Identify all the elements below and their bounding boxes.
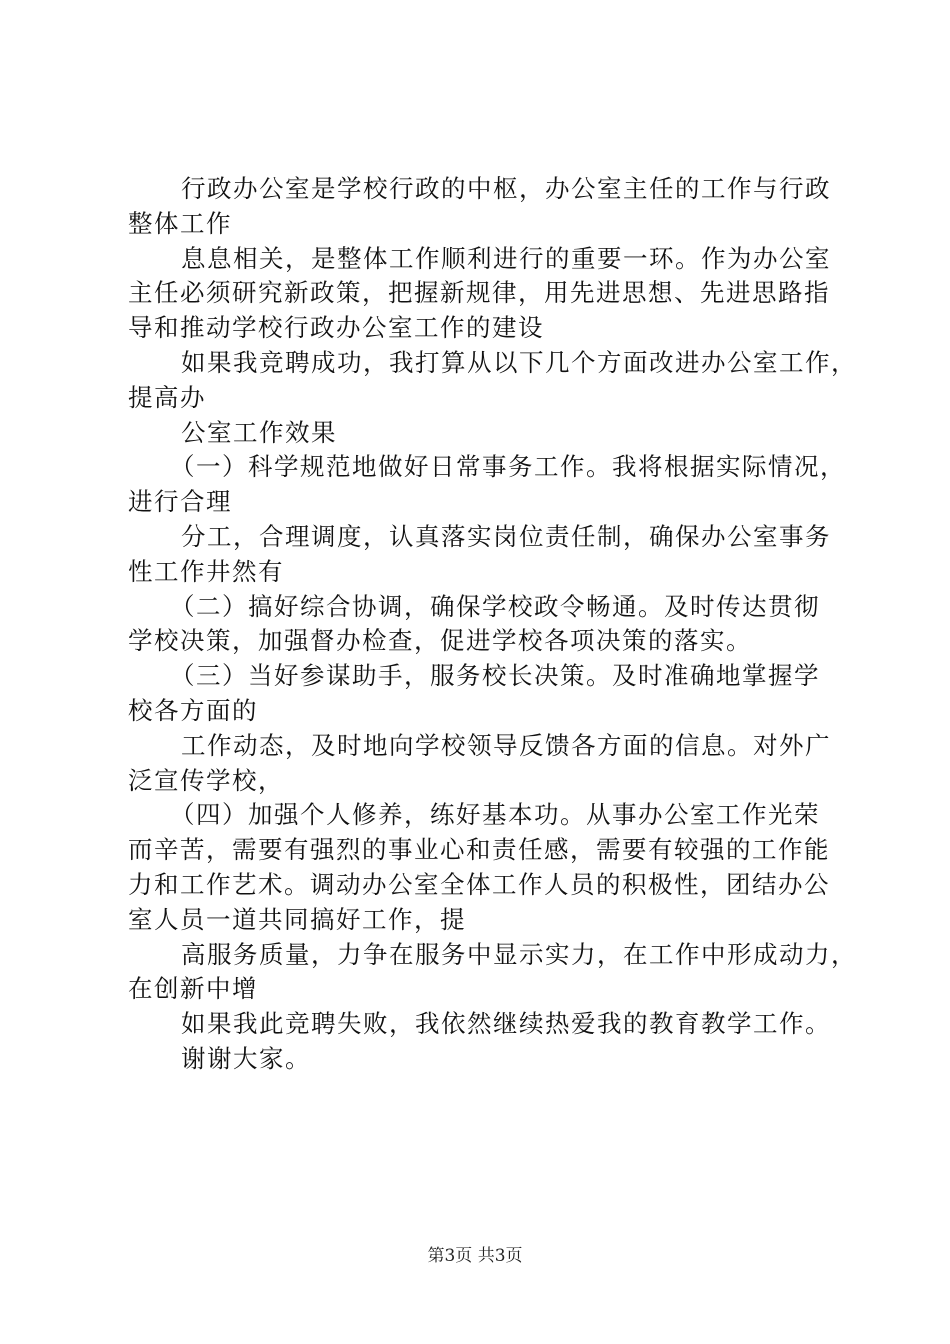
text-line: 工作动态，及时地向学校领导反馈各方面的信息。对外广 <box>181 730 831 760</box>
text-line: （二）搞好综合协调，确保学校政令畅通。及时传达贯彻 <box>170 591 820 621</box>
text-line: 进行合理 <box>128 487 232 517</box>
text-line: 力和工作艺术。调动办公室全体工作人员的积极性，团结办公 <box>128 869 830 899</box>
text-line: 公室工作效果 <box>181 417 337 447</box>
text-line: 如果我竞聘成功，我打算从以下几个方面改进办公室工作， <box>181 347 857 377</box>
text-line: 泛宣传学校， <box>128 765 284 795</box>
text-line: 在创新中增 <box>128 974 258 1004</box>
text-line: 谢谢大家。 <box>181 1043 311 1073</box>
text-line: 行政办公室是学校行政的中枢，办公室主任的工作与行政 <box>181 174 831 203</box>
text-line: 高服务质量，力争在服务中显示实力，在工作中形成动力， <box>181 939 857 969</box>
text-line: 提高办 <box>128 382 206 412</box>
document-body <box>128 172 857 1077</box>
text-line: 导和推动学校行政办公室工作的建设 <box>128 313 544 343</box>
text-line: 息息相关，是整体工作顺利进行的重要一环。作为办公室 <box>181 243 831 273</box>
text-line: 分工，合理调度，认真落实岗位责任制，确保办公室事务 <box>181 521 831 551</box>
text-line: 主任必须研究新政策，把握新规律，用先进思想、先进思路指 <box>128 278 830 308</box>
text-line: 如果我此竞聘失败，我依然继续热爱我的教育教学工作。 <box>181 1009 831 1039</box>
text-line: 学校决策，加强督办检查，促进学校各项决策的落实。 <box>128 626 752 656</box>
text-line: 整体工作 <box>128 208 232 238</box>
text-line: 室人员一道共同搞好工作，提 <box>128 904 466 934</box>
text-line: 校各方面的 <box>128 695 258 725</box>
text-line: （三）当好参谋助手，服务校长决策。及时准确地掌握学 <box>170 661 820 691</box>
text-line: （四）加强个人修养，练好基本功。从事办公室工作光荣 <box>170 800 820 830</box>
page-footer: 第3页 共3页 <box>427 1246 523 1266</box>
text-line: 而辛苦，需要有强烈的事业心和责任感，需要有较强的工作能 <box>128 835 830 865</box>
text-line: 性工作井然有 <box>128 556 284 586</box>
text-line: （一）科学规范地做好日常事务工作。我将根据实际情况， <box>170 452 846 482</box>
